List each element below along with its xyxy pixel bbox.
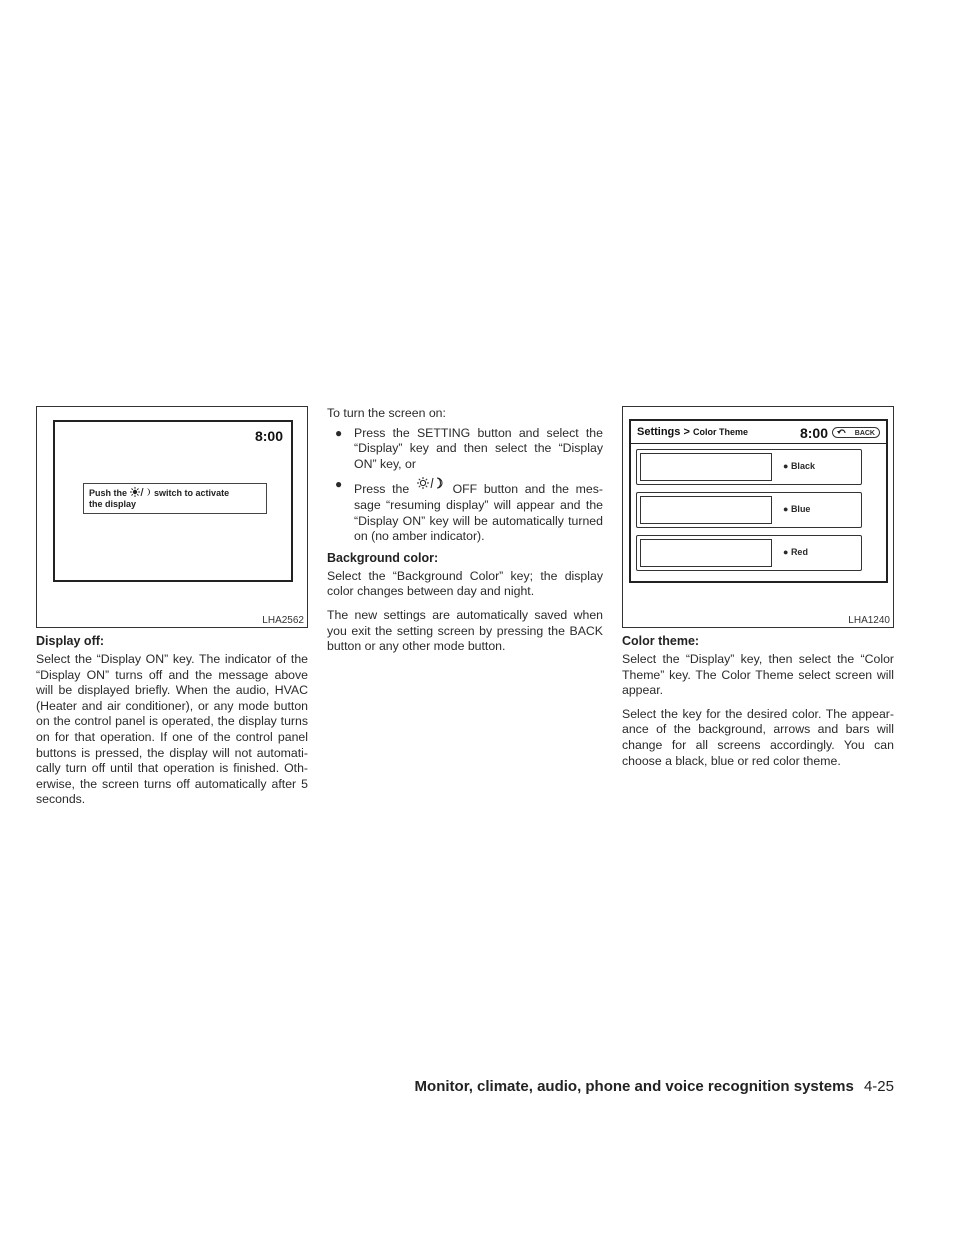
screen-on-intro: To turn the screen on:	[327, 406, 446, 420]
color-theme-heading: Color theme:	[622, 634, 700, 648]
color-theme-screen	[629, 419, 888, 583]
figure-display-off	[36, 406, 308, 628]
back-button[interactable]	[832, 427, 880, 438]
option-label: ● Red	[783, 547, 808, 557]
page-footer	[415, 1078, 894, 1095]
background-color-paragraph-1: Select the “Background Color” key; the display color changes between day and night.	[327, 568, 603, 599]
figure-color-theme	[622, 406, 894, 628]
breadcrumb	[637, 426, 748, 438]
clock: 8:00	[799, 425, 828, 441]
color-option-red[interactable]	[636, 535, 862, 571]
bullet: ●	[335, 477, 343, 492]
column-right	[622, 406, 894, 777]
figure-label: LHA1240	[845, 614, 893, 627]
color-option-black[interactable]	[636, 449, 862, 485]
day-night-icon	[130, 487, 152, 497]
color-theme-paragraph-1: Select the “Display” key, then select the “Color Theme” key. The Color Theme select screen will appear.	[622, 652, 894, 698]
display-screen	[53, 420, 293, 582]
color-theme-paragraph-2: Select the key for the desired color. The appear- ance of the background, arrows and bars will change for all screens accordingly. You can choose a black, blue or red color theme.	[622, 706, 894, 768]
option-label: ● Black	[783, 461, 815, 471]
column-middle	[327, 406, 603, 663]
message-line1-post: switch to activate	[154, 488, 230, 498]
screen-on-list	[327, 426, 603, 545]
back-label: BACK	[854, 430, 875, 437]
bullet-text-post: OFF button and the mes- sage “resuming display” will appear and the “Display ON” key will be automatically turned on (no amber indicator).	[354, 482, 603, 544]
display-off-heading: Display off:	[36, 634, 105, 648]
clock: 8:00	[254, 428, 283, 444]
figure-label: LHA2562	[259, 614, 307, 627]
option-swatch	[640, 539, 772, 567]
option-swatch	[640, 496, 772, 524]
activate-display-message	[83, 483, 267, 514]
header-divider	[631, 443, 886, 444]
breadcrumb-main: Settings	[637, 426, 681, 438]
option-swatch	[640, 453, 772, 481]
option-text: Blue	[790, 504, 811, 514]
option-label: ● Blue	[783, 504, 811, 514]
screen-header	[637, 425, 880, 441]
footer-section-title: Monitor, climate, audio, phone and voice recognition systems	[414, 1078, 854, 1095]
display-off-paragraph: Select the “Display ON” key. The indicator of the “Display ON” turns off and the message above will be displayed briefly. When the audio, HVAC (Heater and air conditioner), or any mode button on the control panel is operated, the display turns on for that operation. If one of the control panel buttons is pressed, the display will not automati- cally turn off until that operation is finished. Oth- erwise, the screen turns off automatically after 5 seconds.	[36, 652, 308, 807]
bullet-text-pre: Press the	[354, 482, 410, 497]
day-night-icon	[416, 477, 446, 491]
back-arrow-icon	[836, 429, 848, 438]
background-color-heading: Background color:	[327, 550, 439, 565]
message-line2: the display	[89, 499, 137, 509]
option-text: Red	[790, 547, 808, 557]
background-color-paragraph-2: The new settings are automatically saved when you exit the setting screen by pressing the BACK button or any other mode button.	[327, 607, 603, 654]
list-item	[327, 426, 603, 473]
bullet-text: Press the SETTING button and select the “Display” key and then select the “Display ON” key, or	[354, 425, 603, 471]
option-text: Black	[790, 461, 815, 471]
page-number: 4-25	[863, 1078, 894, 1095]
breadcrumb-separator: >	[683, 426, 690, 438]
color-option-blue[interactable]	[636, 492, 862, 528]
message-line1-pre: Push the	[89, 488, 128, 498]
bullet: ●	[335, 425, 343, 440]
column-left	[36, 406, 308, 816]
breadcrumb-sub: Color Theme	[692, 427, 748, 437]
list-item	[327, 477, 603, 544]
